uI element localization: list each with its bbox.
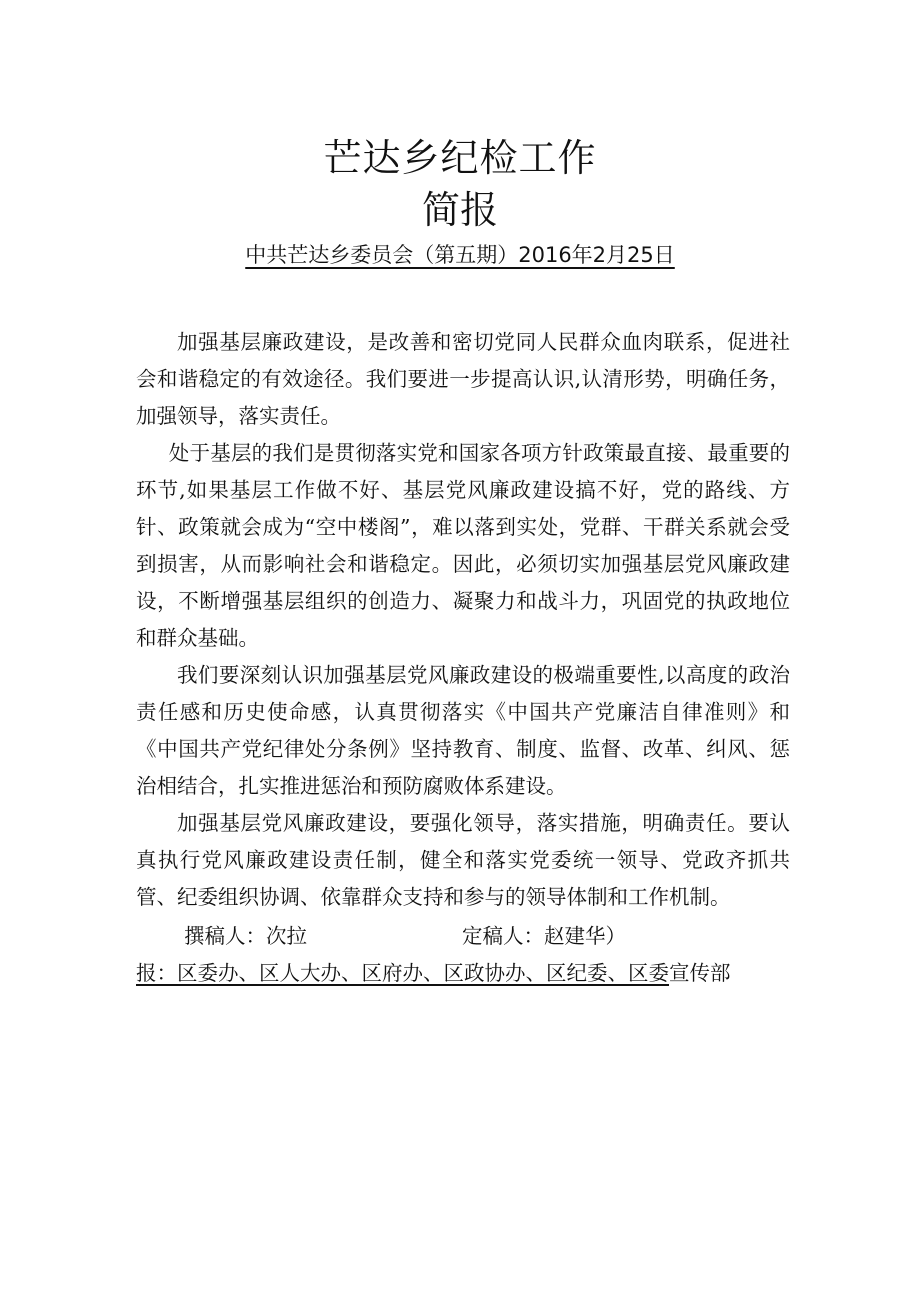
bulletin-subtitle: 简报 <box>421 188 498 232</box>
paragraph-4: 加强基层党风廉政建设，要强化领导，落实措施，明确责任。要认真执行党风廉政建设责任制，健全和落实党委统一领导、党政齐抓共管、纪委组织协调、依靠群众支持和参与的领导体制和工作机制。 <box>136 811 790 909</box>
bulletin-body <box>136 324 790 916</box>
writer-label: 撰稿人：次拉 <box>184 924 307 948</box>
paragraph-1: 加强基层廉政建设，是改善和密切党同人民群众血肉联系，促进社会和谐稳定的有效途径。我们要进一步提高认识,认清形势，明确任务，加强领导，落实责任。 <box>136 330 790 428</box>
distribution-recipients-tail: 宣传部 <box>669 961 731 985</box>
issue-line <box>0 238 920 272</box>
distribution-line <box>136 955 790 992</box>
paragraph-3: 我们要深刻认识加强基层党风廉政建设的极端重要性,以高度的政治责任感和历史使命感，认真贯彻落实《中国共产党廉洁自律准则》和《中国共产党纪律处分条例》坚持教育、制度、监督、改革、纠风、惩治相结合，扎实推进惩治和预防腐败体系建设。 <box>136 663 790 798</box>
distribution-recipients: 报：区委办、区人大办、区府办、区政协办、区纪委、区委 <box>136 961 669 985</box>
paragraph-2: 处于基层的我们是贯彻落实党和国家各项方针政策最直接、最重要的环节,如果基层工作做不好、基层党风廉政建设搞不好，党的路线、方针、政策就会成为“空中楼阁”，难以落到实处，党群、干群关系就会受到损害，从而影响社会和谐稳定。因此，必须切实加强基层党风廉政建设，不断增强基层组织的创造力、凝聚力和战斗力，巩固党的执政地位和群众基础。 <box>136 441 790 650</box>
approver-label: 定稿人：赵建华） <box>462 924 626 948</box>
bulletin-title: 芒达乡纪检工作 <box>323 136 597 180</box>
issue-line-text: 中共芒达乡委员会（第五期）2016年2月25日 <box>245 243 675 267</box>
